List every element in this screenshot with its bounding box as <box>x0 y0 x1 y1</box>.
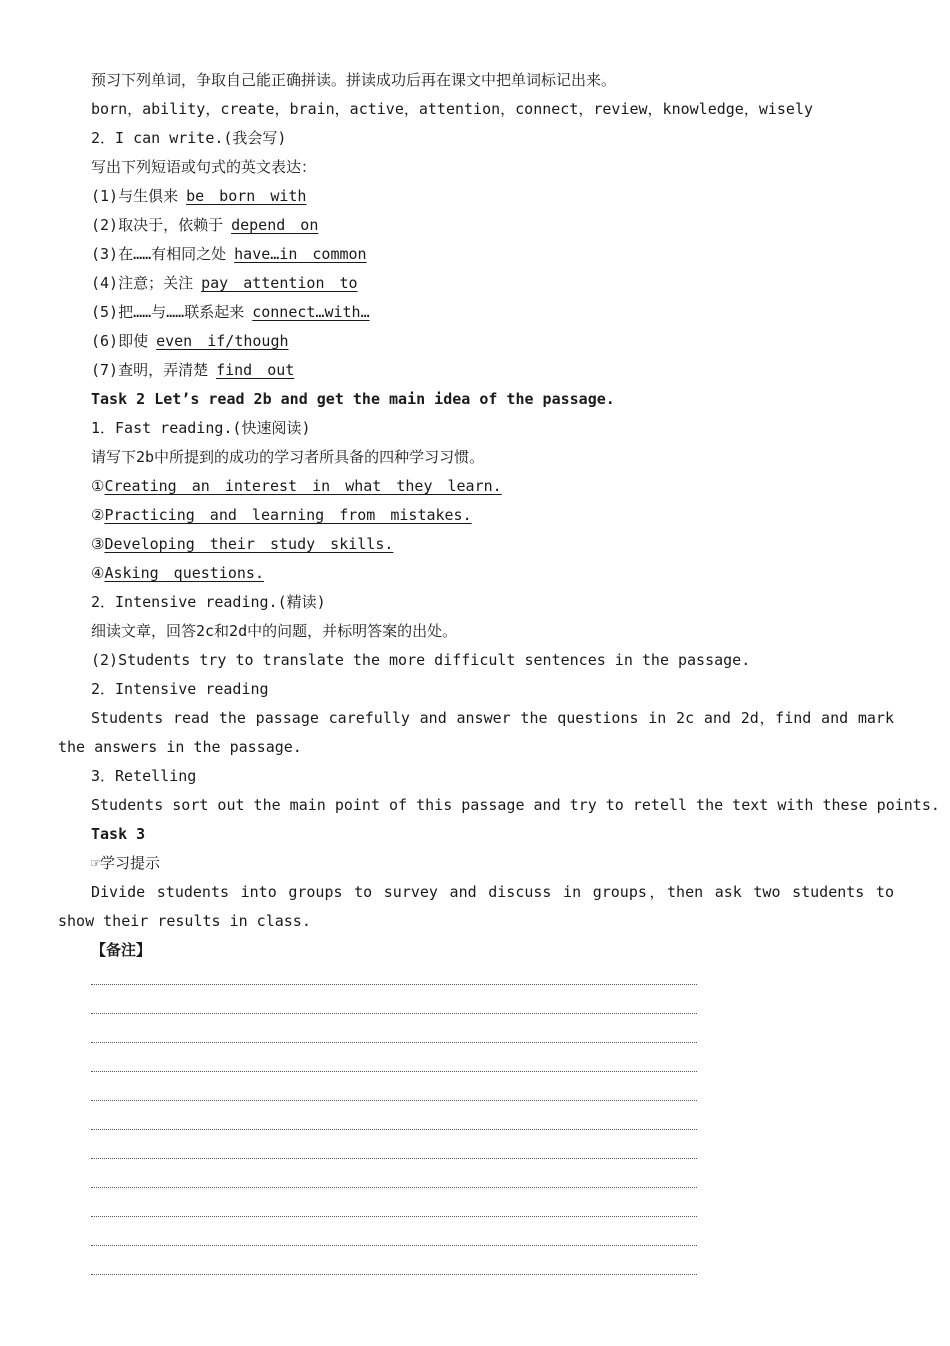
intensive-reading-heading-2: 2．Intensive reading <box>91 680 269 698</box>
preview-words: born，ability，create，brain，active，attention，connect，review，knowledge，wisely <box>91 100 814 118</box>
phrase-answer: have…in common <box>234 245 367 263</box>
habit-marker: ② <box>91 506 105 524</box>
phrase-item <box>58 327 894 356</box>
phrase-prompt: (3)在……有相同之处 <box>91 245 227 263</box>
note-line[interactable] <box>91 1042 697 1043</box>
habit-item <box>58 559 894 588</box>
phrase-answer: depend on <box>231 216 319 234</box>
preview-instruction: 预习下列单词，争取自己能正确拼读。拼读成功后再在课文中把单词标记出来。 <box>91 71 617 89</box>
note-line[interactable] <box>91 1216 697 1217</box>
notes-area[interactable] <box>91 956 697 1275</box>
note-line[interactable] <box>91 1013 697 1014</box>
phrase-item <box>58 356 894 385</box>
phrase-prompt: (6)即使 <box>91 332 149 350</box>
study-tip-label: ☞学习提示 <box>91 854 161 872</box>
phrase-answer: find out <box>216 361 295 379</box>
phrase-item <box>58 298 894 327</box>
worksheet-page <box>58 66 940 965</box>
phrase-answer: pay attention to <box>201 274 358 292</box>
phrase-item <box>58 182 894 211</box>
note-line[interactable] <box>91 1274 697 1275</box>
intensive-reading-paragraph: Students read the passage carefully and answer the questions in 2c and 2d，find and mark the answers in the passage. <box>58 709 894 756</box>
habit-marker: ① <box>91 477 105 495</box>
write-instruction: 写出下列短语或句式的英文表达： <box>91 158 317 176</box>
task3-paragraph: Divide students into groups to survey and discuss in groups，then ask two students to show their results in class. <box>58 883 894 930</box>
phrase-answer: be born with <box>186 187 307 205</box>
fast-reading-instruction: 请写下2b中所提到的成功的学习者所具备的四种学习习惯。 <box>91 448 485 466</box>
phrase-item <box>58 211 894 240</box>
note-line[interactable] <box>91 1071 697 1072</box>
notes-title: 【备注】 <box>91 941 152 959</box>
intensive-reading-instruction: 细读文章，回答2c和2d中的问题，并标明答案的出处。 <box>91 622 458 640</box>
habit-marker: ④ <box>91 564 105 582</box>
habit-item <box>58 472 894 501</box>
phrase-prompt: (2)取决于，依赖于 <box>91 216 224 234</box>
habit-answer: Practicing and learning from mistakes. <box>104 506 472 524</box>
phrase-answer: even if/though <box>156 332 289 350</box>
write-heading: 2．I can write.(我会写) <box>91 129 287 147</box>
translate-note: (2)Students try to translate the more difficult sentences in the passage. <box>91 651 751 669</box>
task3-title: Task 3 <box>91 825 146 843</box>
habit-marker: ③ <box>91 535 105 553</box>
note-line[interactable] <box>91 1158 697 1159</box>
habit-answer: Developing their study skills. <box>104 535 394 553</box>
phrase-prompt: (7)查明，弄清楚 <box>91 361 209 379</box>
phrase-item <box>58 240 894 269</box>
phrase-item <box>58 269 894 298</box>
habit-item <box>58 501 894 530</box>
habit-answer: Asking questions. <box>104 564 264 582</box>
habit-answer: Creating an interest in what they learn. <box>104 477 502 495</box>
retelling-paragraph: Students sort out the main point of this passage and try to retell the text with these points. <box>91 796 940 814</box>
note-line[interactable] <box>91 1129 697 1130</box>
phrase-prompt: (4)注意；关注 <box>91 274 194 292</box>
intensive-reading-heading: 2．Intensive reading.(精读) <box>91 593 326 611</box>
habit-item <box>58 530 894 559</box>
phrase-prompt: (1)与生俱来 <box>91 187 179 205</box>
task2-title: Task 2 Let’s read 2b and get the main idea of the passage. <box>91 390 615 408</box>
retelling-heading: 3．Retelling <box>91 767 197 785</box>
note-line[interactable] <box>91 984 697 985</box>
note-line[interactable] <box>91 1187 697 1188</box>
note-line[interactable] <box>91 1100 697 1101</box>
note-line[interactable] <box>91 1245 697 1246</box>
phrase-answer: connect…with… <box>252 303 370 321</box>
phrase-prompt: (5)把……与……联系起来 <box>91 303 245 321</box>
fast-reading-heading: 1．Fast reading.(快速阅读) <box>91 419 311 437</box>
